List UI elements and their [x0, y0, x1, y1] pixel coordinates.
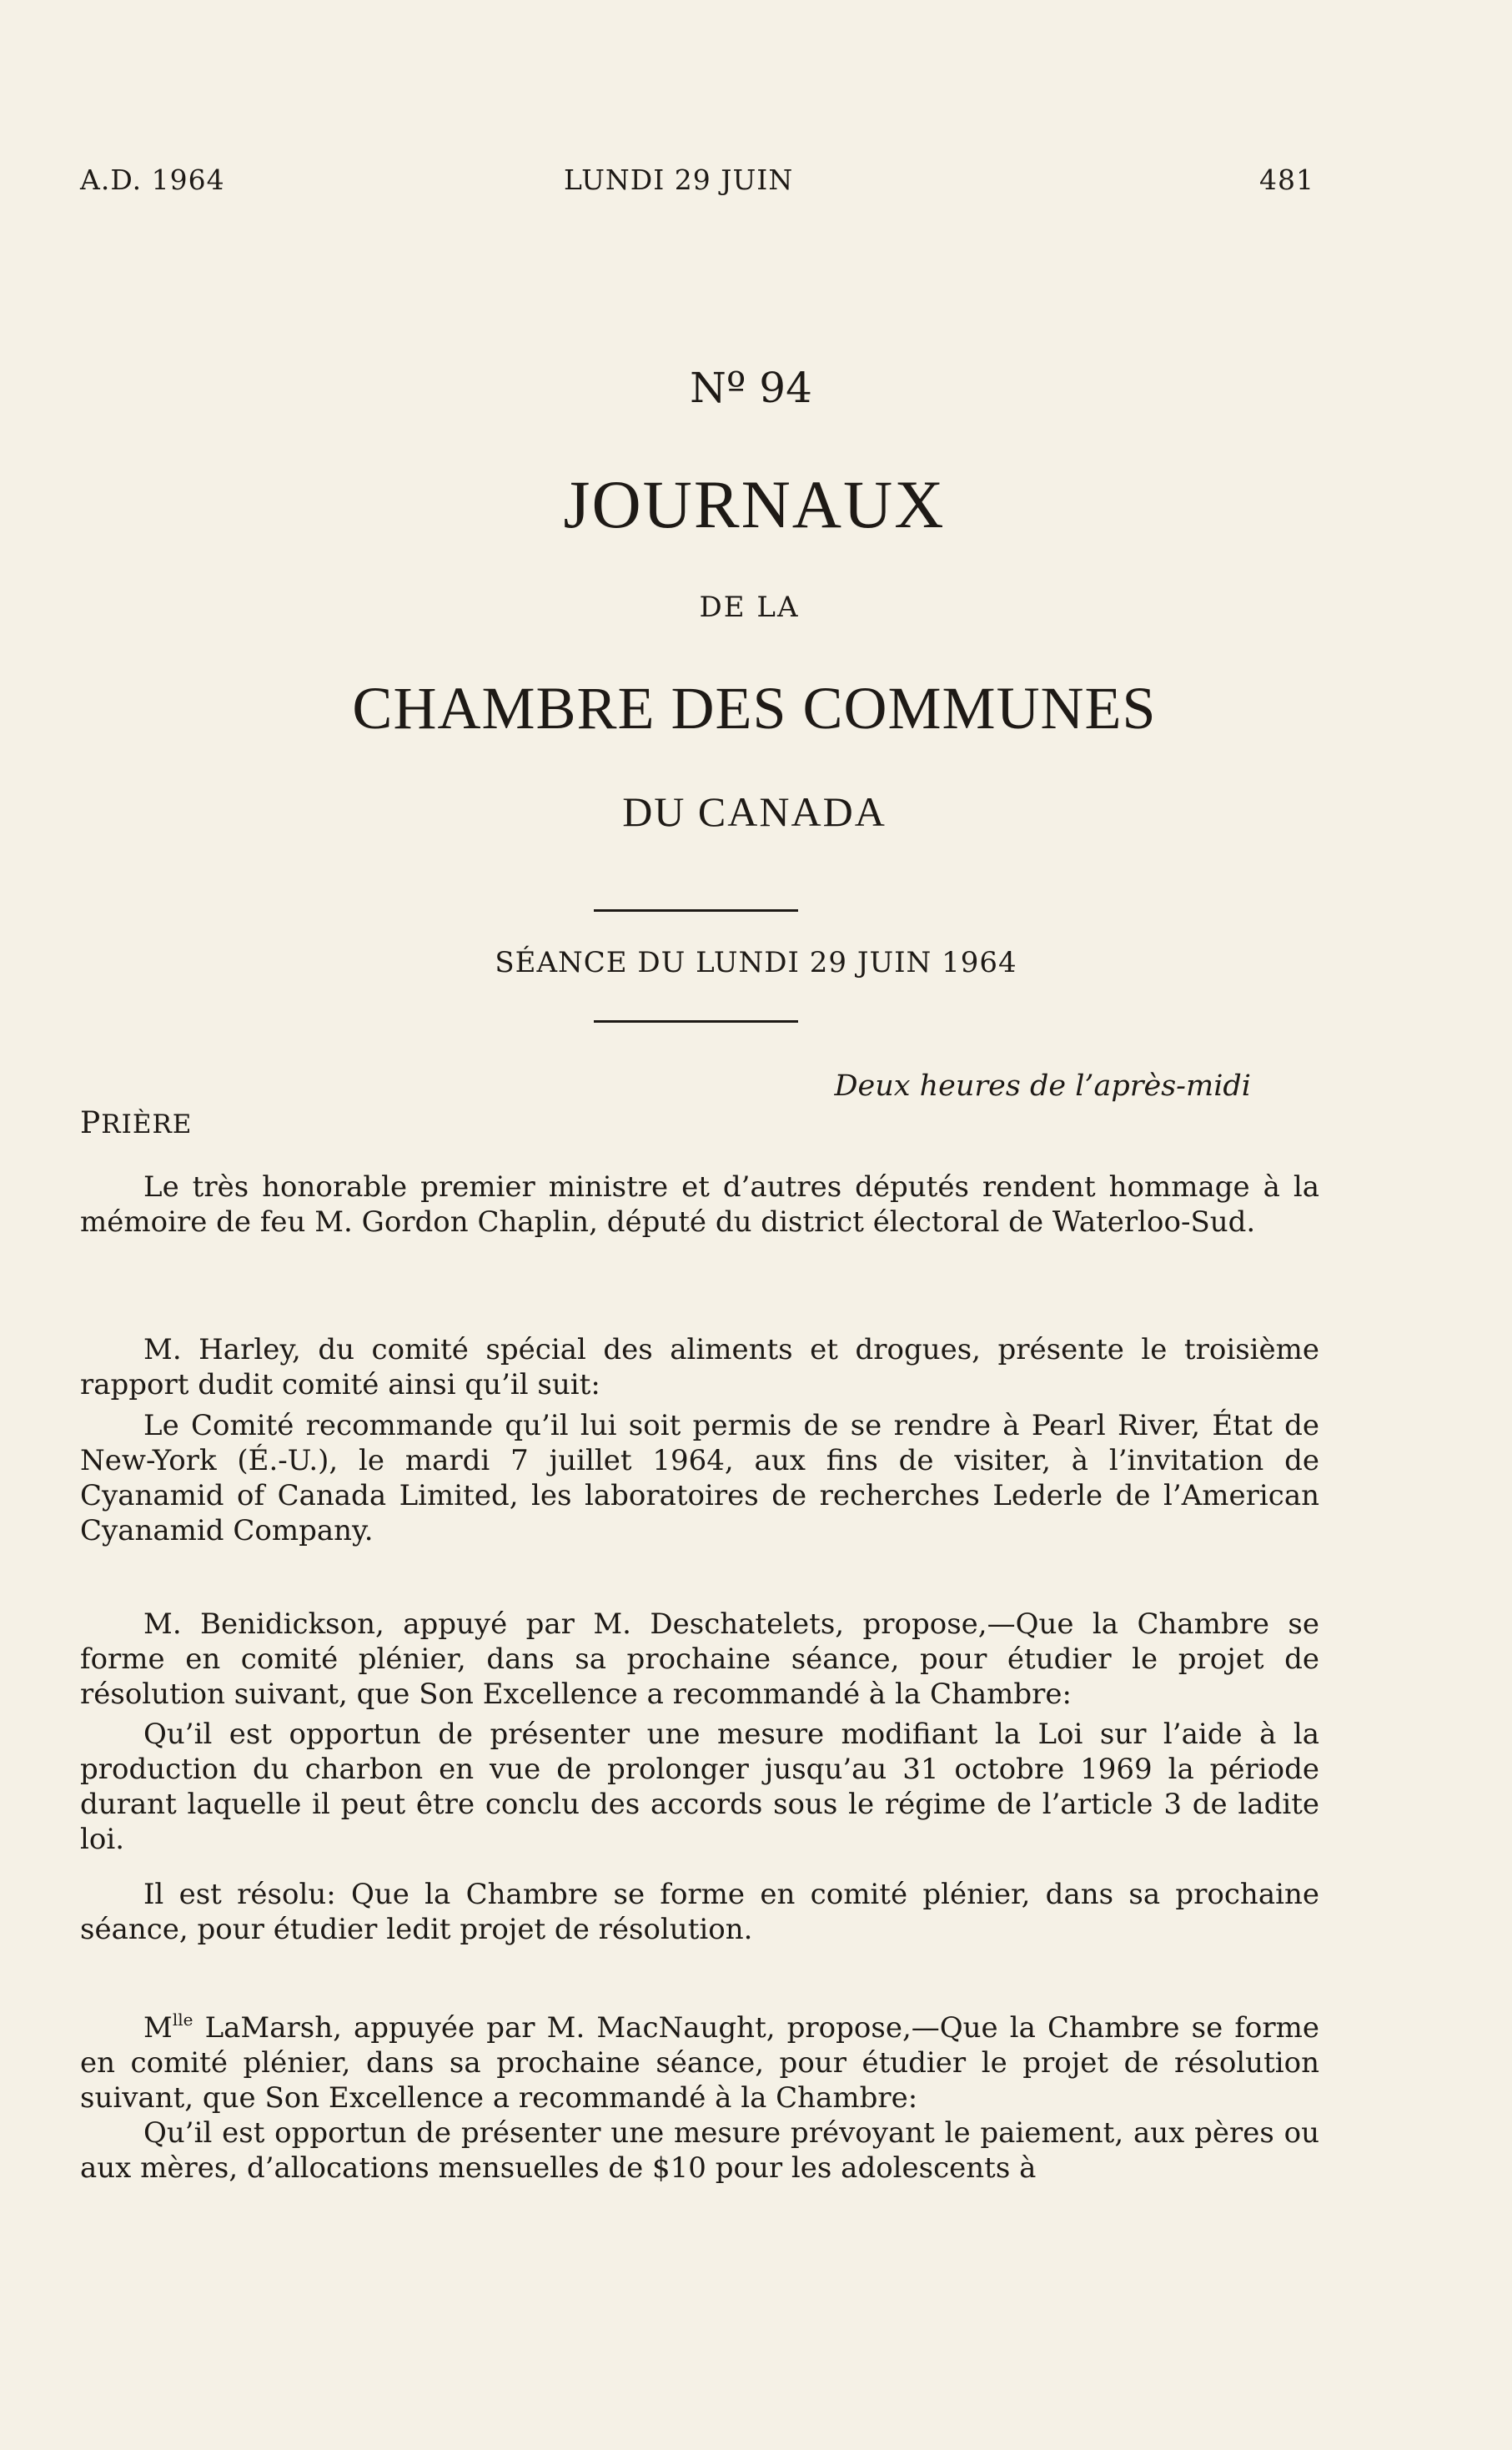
- paragraph-lamarsh-motion-text: LaMarsh, appuyée par M. MacNaught, propose,—Que la Chambre se forme en comité plénier, dans sa prochaine séance, pour étudier le projet de résolution suivant, que Son Excellence a recommandé à la Chambre:: [80, 2011, 1319, 2115]
- issue-number: Nº 94: [690, 364, 812, 412]
- bottom-divider: [594, 1020, 798, 1023]
- paragraph-harley-report-text: M. Harley, du comité spécial des aliments et drogues, présente le troisième rapport dudit comité ainsi qu’il suit:: [80, 1333, 1319, 1401]
- paragraph-harley-report: [80, 1332, 1319, 1402]
- paragraph-resolved: [80, 1877, 1319, 1947]
- lamarsh-superscript: lle: [172, 2010, 193, 2030]
- journal-title: JOURNAUX: [563, 466, 946, 542]
- paragraph-benidickson-motion-text: M. Benidickson, appuyé par M. Deschatelets, propose,—Que la Chambre se forme en comité plénier, dans sa prochaine séance, pour étudier le projet de résolution suivant, que Son Excellence a recommandé à la Chambre:: [80, 1607, 1319, 1711]
- paragraph-resolved-text: Il est résolu: Que la Chambre se forme en comité plénier, dans sa prochaine séance, pour étudier ledit projet de résolution.: [80, 1878, 1319, 1946]
- country-title: DU CANADA: [622, 788, 887, 835]
- running-head: [80, 164, 1314, 205]
- paragraph-allowance-resolution: [80, 2115, 1319, 2186]
- paragraph-allowance-resolution-text: Qu’il est opportun de présenter une mesure prévoyant le paiement, aux pères ou aux mères, d’allocations mensuelles de $10 pour les adolescents à: [80, 2116, 1319, 2185]
- prayer-initial: P: [80, 1106, 102, 1140]
- paragraph-coal-resolution-text: Qu’il est opportun de présenter une mesure modifiant la Loi sur l’aide à la production du charbon en vue de prolonger jusqu’au 31 octobre 1969 la période durant laquelle il peut être conclu des accords sous le régime de l’article 3 de ladite loi.: [80, 1718, 1319, 1856]
- running-head-date: LUNDI 29 JUIN: [564, 164, 794, 196]
- paragraph-coal-resolution: [80, 1717, 1319, 1857]
- sitting-heading: SÉANCE DU LUNDI 29 JUIN 1964: [495, 946, 1017, 979]
- paragraph-committee-recommendation: [80, 1408, 1319, 1548]
- lamarsh-prefix: M: [143, 2011, 173, 2045]
- paragraph-tribute-text: Le très honorable premier ministre et d’autres députés rendent hommage à la mémoire de feu M. Gordon Chaplin, député du district électoral de Waterloo-Sud.: [80, 1170, 1319, 1239]
- paragraph-tribute: [80, 1170, 1319, 1240]
- sitting-time: Deux heures de l’après-midi: [834, 1069, 1251, 1103]
- house-title: CHAMBRE DES COMMUNES: [352, 675, 1157, 742]
- prayer-rest: RIÈRE: [101, 1109, 193, 1139]
- prayer-heading: [80, 1106, 192, 1140]
- top-divider: [594, 909, 798, 912]
- paragraph-lamarsh-motion: [80, 2002, 1319, 2115]
- running-head-year: A.D. 1964: [80, 164, 225, 196]
- title-connector: DE LA: [699, 591, 800, 624]
- page-number: 481: [1259, 164, 1314, 196]
- paragraph-benidickson-motion: [80, 1607, 1319, 1712]
- paragraph-committee-recommendation-text: Le Comité recommande qu’il lui soit permis de se rendre à Pearl River, État de New-York (É.-U.), le mardi 7 juillet 1964, aux fins de visiter, à l’invitation de Cyanamid of Canada Limited, les laboratoires de recherches Lederle de l’American Cyanamid Company.: [80, 1409, 1319, 1547]
